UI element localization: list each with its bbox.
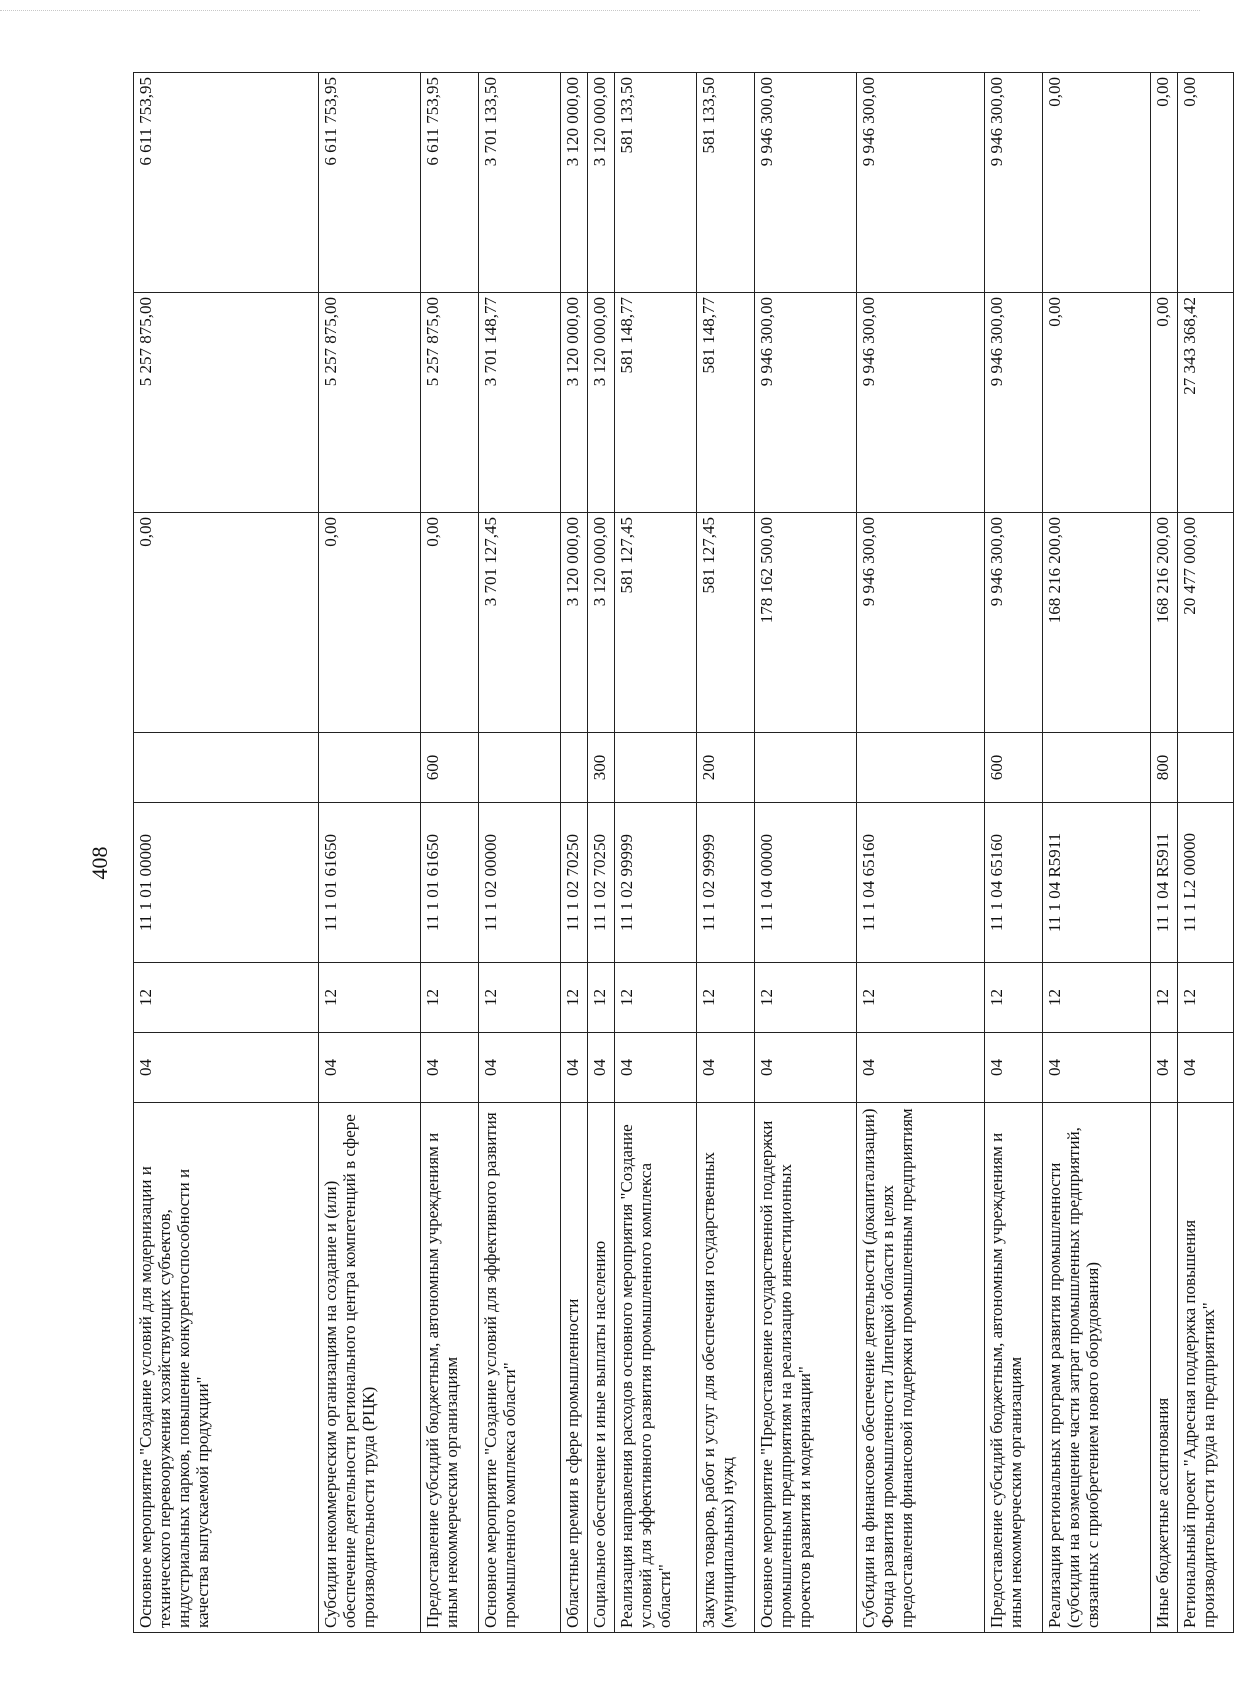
- row-section-cell: 04: [421, 1033, 479, 1103]
- row-value1-cell: 20 477 000,00: [1178, 513, 1234, 733]
- row-target-cell: 11 1 04 65160: [857, 803, 985, 963]
- row-value3-cell: 9 946 300,00: [985, 73, 1043, 293]
- row-expense-cell: 200: [697, 733, 755, 803]
- row-subsection-cell: 12: [615, 963, 697, 1033]
- row-name-cell: Субсидии некоммерческим организациям на создание и (или) обеспечение деятельности регионального центра компетенций в сфере производительности труда (РЦК): [319, 1103, 421, 1633]
- row-target-cell: 11 1 02 00000: [479, 803, 561, 963]
- row-subsection-cell: 12: [1151, 963, 1178, 1033]
- row-name-cell: Предоставление субсидий бюджетным, автономным учреждениям и иным некоммерческим организациям: [421, 1103, 479, 1633]
- row-value3-cell: 3 701 133,50: [479, 73, 561, 293]
- row-target-cell: 11 1 01 61650: [421, 803, 479, 963]
- table-row: [421, 73, 479, 1633]
- row-target-cell: 11 1 04 R5911: [1043, 803, 1151, 963]
- table-row: [134, 73, 319, 1633]
- table-row: [1043, 73, 1151, 1633]
- row-value1-cell: 178 162 500,00: [755, 513, 857, 733]
- row-subsection-cell: 12: [697, 963, 755, 1033]
- row-value1-cell: 0,00: [319, 513, 421, 733]
- row-subsection-cell: 12: [857, 963, 985, 1033]
- row-value2-cell: 5 257 875,00: [319, 293, 421, 513]
- row-name-cell: Социальное обеспечение и иные выплаты населению: [588, 1103, 615, 1633]
- row-value1-cell: 3 701 127,45: [479, 513, 561, 733]
- row-value2-cell: 581 148,77: [697, 293, 755, 513]
- row-subsection-cell: 12: [588, 963, 615, 1033]
- row-value3-cell: 3 120 000,00: [588, 73, 615, 293]
- row-value3-cell: 0,00: [1043, 73, 1151, 293]
- row-target-cell: 11 1 L2 00000: [1178, 803, 1234, 963]
- row-expense-cell: 600: [985, 733, 1043, 803]
- row-section-cell: 04: [1151, 1033, 1178, 1103]
- row-value3-cell: 581 133,50: [697, 73, 755, 293]
- row-value3-cell: 9 946 300,00: [755, 73, 857, 293]
- row-name-cell: Основное мероприятие "Предоставление государственной поддержки промышленным предприятиям на реализацию инвестиционных проектов развития и модернизации": [755, 1103, 857, 1633]
- budget-table: [133, 72, 1234, 1633]
- row-section-cell: 04: [857, 1033, 985, 1103]
- table-row: [561, 73, 588, 1633]
- row-subsection-cell: 12: [479, 963, 561, 1033]
- table-row: [697, 73, 755, 1633]
- row-target-cell: 11 1 04 65160: [985, 803, 1043, 963]
- row-section-cell: 04: [134, 1033, 319, 1103]
- row-subsection-cell: 12: [561, 963, 588, 1033]
- row-section-cell: 04: [1178, 1033, 1234, 1103]
- row-value1-cell: 168 216 200,00: [1043, 513, 1151, 733]
- row-section-cell: 04: [588, 1033, 615, 1103]
- row-value3-cell: 0,00: [1178, 73, 1234, 293]
- table-row: [479, 73, 561, 1633]
- row-value3-cell: 6 611 753,95: [421, 73, 479, 293]
- row-value3-cell: 9 946 300,00: [857, 73, 985, 293]
- row-value2-cell: 9 946 300,00: [755, 293, 857, 513]
- row-value1-cell: 0,00: [421, 513, 479, 733]
- row-target-cell: 11 1 02 70250: [561, 803, 588, 963]
- row-expense-cell: 300: [588, 733, 615, 803]
- row-name-cell: Закупка товаров, работ и услуг для обеспечения государственных (муниципальных) нужд: [697, 1103, 755, 1633]
- row-target-cell: 11 1 02 99999: [697, 803, 755, 963]
- row-target-cell: 11 1 02 99999: [615, 803, 697, 963]
- table-body: [134, 73, 1234, 1633]
- row-section-cell: 04: [561, 1033, 588, 1103]
- row-value2-cell: 3 120 000,00: [588, 293, 615, 513]
- row-section-cell: 04: [319, 1033, 421, 1103]
- row-expense-cell: [134, 733, 319, 803]
- table-row: [1178, 73, 1234, 1633]
- row-subsection-cell: 12: [985, 963, 1043, 1033]
- row-subsection-cell: 12: [421, 963, 479, 1033]
- row-value2-cell: 5 257 875,00: [134, 293, 319, 513]
- row-value3-cell: 3 120 000,00: [561, 73, 588, 293]
- row-value3-cell: 6 611 753,95: [134, 73, 319, 293]
- row-subsection-cell: 12: [1043, 963, 1151, 1033]
- row-value3-cell: 0,00: [1151, 73, 1178, 293]
- table-row: [319, 73, 421, 1633]
- table-row: [755, 73, 857, 1633]
- table-row: [588, 73, 615, 1633]
- row-expense-cell: [857, 733, 985, 803]
- row-section-cell: 04: [697, 1033, 755, 1103]
- row-target-cell: 11 1 02 70250: [588, 803, 615, 963]
- row-target-cell: 11 1 04 00000: [755, 803, 857, 963]
- table-row: [857, 73, 985, 1633]
- row-expense-cell: [1178, 733, 1234, 803]
- row-target-cell: 11 1 01 61650: [319, 803, 421, 963]
- row-value1-cell: 0,00: [134, 513, 319, 733]
- row-value2-cell: 5 257 875,00: [421, 293, 479, 513]
- row-expense-cell: [319, 733, 421, 803]
- row-value2-cell: 581 148,77: [615, 293, 697, 513]
- row-section-cell: 04: [615, 1033, 697, 1103]
- row-name-cell: Основное мероприятие "Создание условий для модернизации и технического перевооружения хозяйствующих субъектов, индустриальных парков, повышение конкурентоспособности и качества выпускаемой продукции": [134, 1103, 319, 1633]
- row-name-cell: Субсидии на финансовое обеспечение деятельности (докапитализации) Фонда развития промышленности Липецкой области в целях предоставления финансовой поддержки промышленным предприятиям: [857, 1103, 985, 1633]
- row-name-cell: Реализация региональных программ развития промышленности (субсидии на возмещение части затрат промышленных предприятий, связанных с приобретением нового оборудования): [1043, 1103, 1151, 1633]
- row-section-cell: 04: [985, 1033, 1043, 1103]
- row-target-cell: 11 1 04 R5911: [1151, 803, 1178, 963]
- row-value2-cell: 3 120 000,00: [561, 293, 588, 513]
- table-row: [615, 73, 697, 1633]
- row-value1-cell: 3 120 000,00: [561, 513, 588, 733]
- row-expense-cell: 600: [421, 733, 479, 803]
- row-value1-cell: 9 946 300,00: [985, 513, 1043, 733]
- row-subsection-cell: 12: [319, 963, 421, 1033]
- row-value1-cell: 581 127,45: [615, 513, 697, 733]
- row-subsection-cell: 12: [1178, 963, 1234, 1033]
- row-value2-cell: 0,00: [1151, 293, 1178, 513]
- row-name-cell: Реализация направления расходов основного мероприятия "Создание условий для эффективного развития промышленного комплекса области": [615, 1103, 697, 1633]
- row-section-cell: 04: [1043, 1033, 1151, 1103]
- row-section-cell: 04: [755, 1033, 857, 1103]
- row-name-cell: Основное мероприятие "Создание условий для эффективного развития промышленного комплекса области": [479, 1103, 561, 1633]
- row-value1-cell: 3 120 000,00: [588, 513, 615, 733]
- scan-top-edge: [0, 10, 1200, 11]
- row-value3-cell: 581 133,50: [615, 73, 697, 293]
- row-value2-cell: 0,00: [1043, 293, 1151, 513]
- row-value1-cell: 581 127,45: [697, 513, 755, 733]
- row-value2-cell: 3 701 148,77: [479, 293, 561, 513]
- row-section-cell: 04: [479, 1033, 561, 1103]
- page-number: 408: [87, 846, 112, 880]
- row-value2-cell: 9 946 300,00: [857, 293, 985, 513]
- row-expense-cell: [561, 733, 588, 803]
- row-target-cell: 11 1 01 00000: [134, 803, 319, 963]
- row-subsection-cell: 12: [755, 963, 857, 1033]
- row-name-cell: Региональный проект "Адресная поддержка повышения производительности труда на предприятиях": [1178, 1103, 1234, 1633]
- row-expense-cell: [1043, 733, 1151, 803]
- row-name-cell: Областные премии в сфере промышленности: [561, 1103, 588, 1633]
- row-expense-cell: [479, 733, 561, 803]
- row-expense-cell: [755, 733, 857, 803]
- row-expense-cell: [615, 733, 697, 803]
- row-value1-cell: 9 946 300,00: [857, 513, 985, 733]
- row-value1-cell: 168 216 200,00: [1151, 513, 1178, 733]
- rotated-sheet: [133, 73, 1218, 1633]
- row-value2-cell: 27 343 368,42: [1178, 293, 1234, 513]
- table-row: [985, 73, 1043, 1633]
- row-subsection-cell: 12: [134, 963, 319, 1033]
- row-name-cell: Предоставление субсидий бюджетным, автономным учреждениям и иным некоммерческим организациям: [985, 1103, 1043, 1633]
- row-name-cell: Иные бюджетные ассигнования: [1151, 1103, 1178, 1633]
- row-expense-cell: 800: [1151, 733, 1178, 803]
- row-value3-cell: 6 611 753,95: [319, 73, 421, 293]
- table-row: [1151, 73, 1178, 1633]
- row-value2-cell: 9 946 300,00: [985, 293, 1043, 513]
